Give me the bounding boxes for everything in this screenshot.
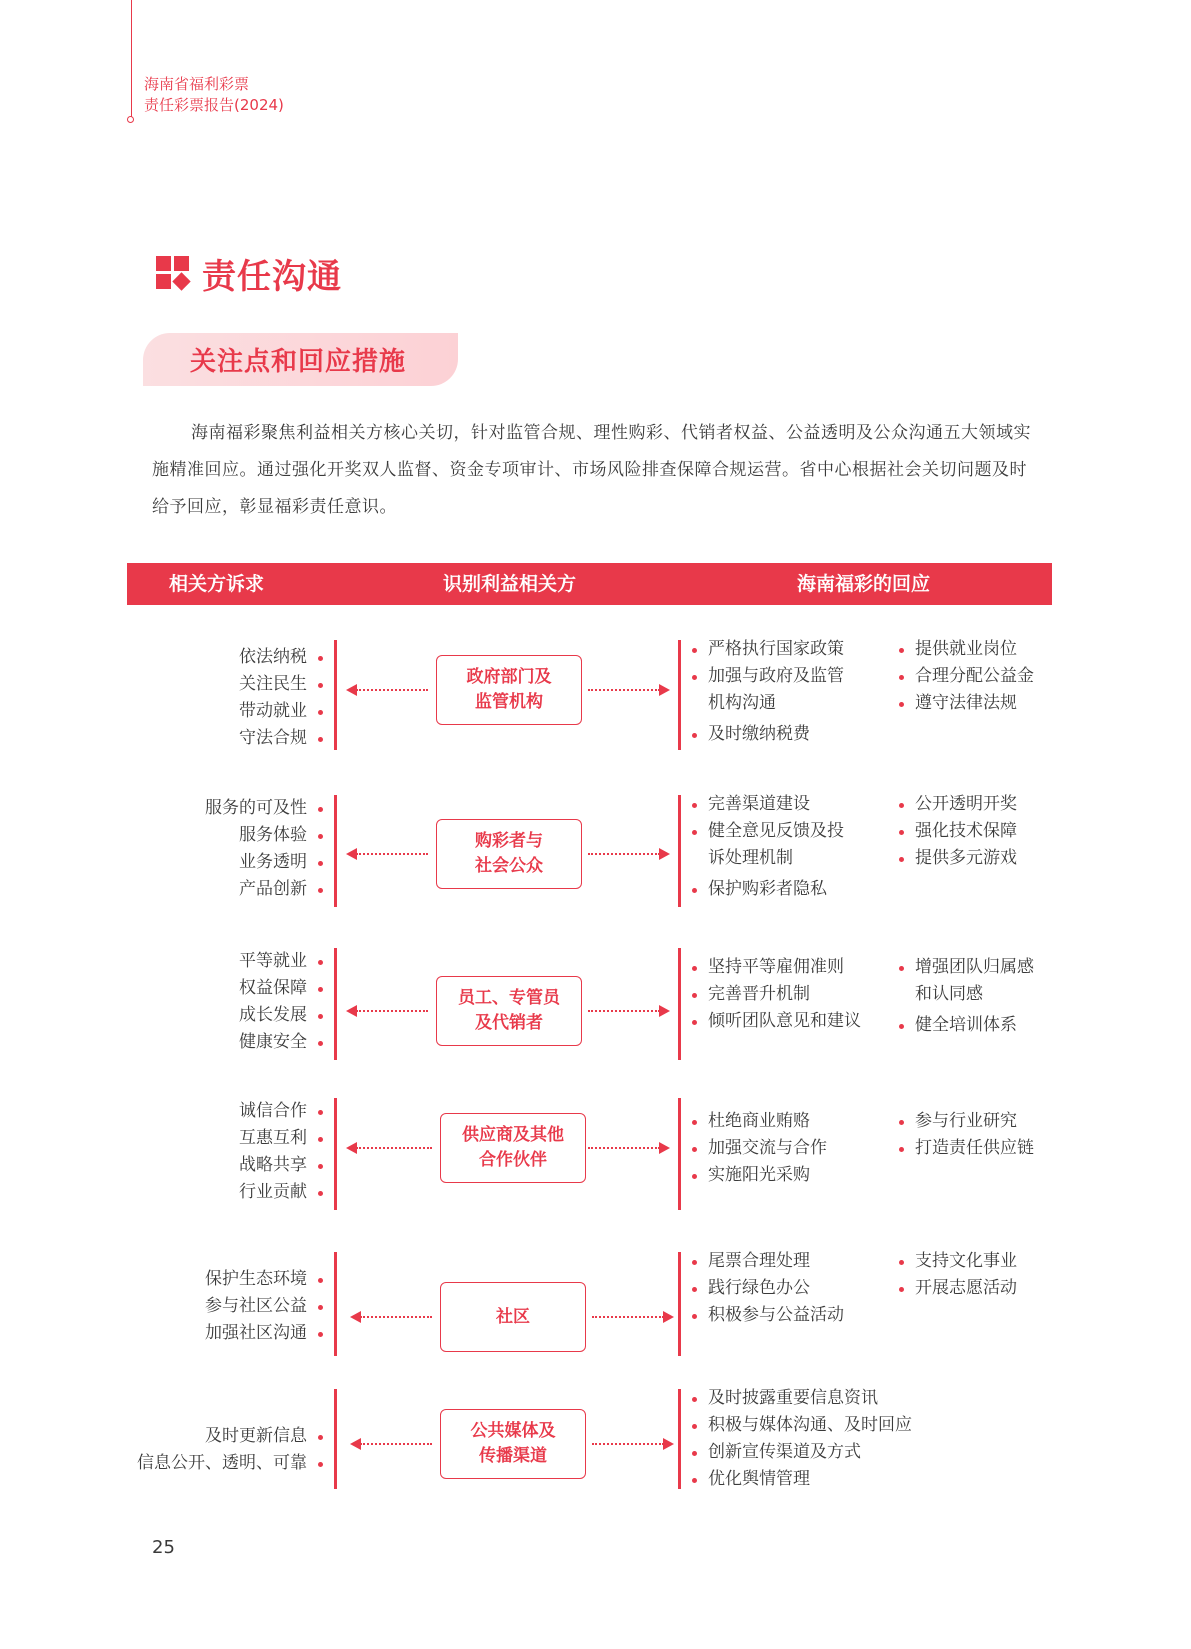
stakeholder-name: 社会公众 (475, 856, 543, 876)
bullet-dot-icon (692, 888, 697, 893)
bullet-dot-icon (692, 1147, 697, 1152)
need-text: 权益保障 (239, 978, 307, 998)
responses-list (899, 636, 1034, 717)
responses-bracket (678, 1252, 681, 1356)
response-text: 及时缴纳税费 (708, 724, 810, 744)
running-header (144, 74, 284, 116)
needs-bracket (334, 1252, 337, 1356)
bullet-dot-icon (899, 857, 904, 862)
stakeholder-box (440, 1113, 586, 1183)
arrow-left-icon (350, 1311, 432, 1323)
response-item (692, 1248, 844, 1275)
need-item (205, 876, 323, 903)
response-item (692, 636, 844, 663)
response-item (692, 1412, 912, 1439)
stakeholder-name: 合作伙伴 (479, 1150, 547, 1170)
bullet-dot-icon (318, 960, 323, 965)
responses-bracket (678, 1098, 681, 1210)
need-text: 信息公开、透明、可靠 (137, 1453, 307, 1473)
response-item (692, 981, 861, 1008)
needs-bracket (334, 640, 337, 750)
response-text: 增强团队归属感 (915, 957, 1034, 977)
bullet-dot-icon (899, 648, 904, 653)
response-text: 积极与媒体沟通、及时回应 (708, 1415, 912, 1435)
bullet-dot-icon (692, 1020, 697, 1025)
needs-list (205, 1266, 323, 1347)
grid-blocks-icon (156, 256, 190, 290)
need-text: 平等就业 (239, 951, 307, 971)
needs-list (239, 1098, 323, 1206)
need-item (239, 975, 323, 1002)
response-text: 提供多元游戏 (915, 848, 1017, 868)
response-text: 完善渠道建设 (708, 794, 810, 814)
arrow-left-icon (346, 1142, 432, 1154)
bullet-dot-icon (692, 1451, 697, 1456)
need-text: 服务体验 (239, 825, 307, 845)
bullet-dot-icon (899, 1287, 904, 1292)
bullet-dot-icon (899, 1147, 904, 1152)
arrow-right-icon (588, 1142, 670, 1154)
response-text: 尾票合理处理 (708, 1251, 810, 1271)
need-item (239, 644, 323, 671)
response-item (692, 1275, 844, 1302)
response-item (899, 1012, 1034, 1039)
bullet-dot-icon (318, 683, 323, 688)
bullet-dot-icon (318, 710, 323, 715)
need-text: 守法合规 (239, 728, 307, 748)
responses-bracket (678, 640, 681, 750)
need-text: 保护生态环境 (205, 1269, 307, 1289)
bullet-dot-icon (899, 803, 904, 808)
bullet-dot-icon (692, 1287, 697, 1292)
need-item (205, 1320, 323, 1347)
response-item (899, 1135, 1034, 1162)
responses-bracket (678, 1389, 681, 1489)
bullet-dot-icon (318, 1014, 323, 1019)
bullet-dot-icon (318, 987, 323, 992)
bullet-dot-icon (318, 1332, 323, 1337)
need-text: 参与社区公益 (205, 1296, 307, 1316)
responses-list (692, 1108, 827, 1189)
stakeholder-name: 监管机构 (475, 692, 543, 712)
bullet-dot-icon (318, 1110, 323, 1115)
need-item (205, 822, 323, 849)
response-text: 坚持平等雇佣准则 (708, 957, 844, 977)
needs-list (239, 644, 323, 752)
responses-list (899, 954, 1034, 1039)
stakeholder-name: 及代销者 (475, 1013, 543, 1033)
response-item (899, 663, 1034, 690)
needs-bracket (334, 1098, 337, 1210)
responses-list (899, 1248, 1017, 1302)
bullet-dot-icon (318, 861, 323, 866)
responses-bracket (678, 948, 681, 1060)
bullet-dot-icon (692, 1424, 697, 1429)
response-item (899, 1275, 1017, 1302)
response-item (899, 791, 1017, 818)
response-text: 公开透明开奖 (915, 794, 1017, 814)
arrow-right-icon (592, 1438, 674, 1450)
bullet-dot-icon (692, 966, 697, 971)
response-text: 创新宣传渠道及方式 (708, 1442, 861, 1462)
response-item (692, 1302, 844, 1329)
stakeholder-box (436, 976, 582, 1046)
need-item (205, 795, 323, 822)
arrow-left-icon (346, 684, 428, 696)
response-text: 加强与政府及监管 (708, 666, 844, 686)
bullet-dot-icon (899, 830, 904, 835)
bullet-dot-icon (899, 1120, 904, 1125)
response-item (692, 1385, 912, 1412)
response-item (899, 818, 1017, 845)
need-item (137, 1423, 323, 1450)
header-responses: 海南福彩的回应 (797, 573, 931, 595)
response-text: 完善晋升机制 (708, 984, 810, 1004)
bullet-dot-icon (318, 1435, 323, 1440)
section-heading (156, 249, 342, 297)
response-item (899, 845, 1017, 872)
response-text: 优化舆情管理 (708, 1469, 810, 1489)
response-item (899, 636, 1034, 663)
stakeholder-name: 政府部门及 (466, 667, 552, 687)
arrow-right-icon (592, 1311, 674, 1323)
bullet-dot-icon (318, 1305, 323, 1310)
response-item (692, 1135, 827, 1162)
response-item (899, 1108, 1034, 1135)
stakeholder-name: 社区 (496, 1306, 530, 1327)
response-text: 支持文化事业 (915, 1251, 1017, 1271)
response-item (692, 1466, 912, 1493)
response-item (692, 1439, 912, 1466)
stakeholder-box (436, 819, 582, 889)
stakeholder-box (436, 655, 582, 725)
need-item (239, 1002, 323, 1029)
needs-bracket (334, 1389, 337, 1489)
responses-list (899, 1108, 1034, 1162)
need-text: 行业贡献 (239, 1182, 307, 1202)
running-header-line2: 责任彩票报告(2024) (144, 96, 284, 114)
needs-list (137, 1423, 323, 1477)
need-text: 加强社区沟通 (205, 1323, 307, 1343)
need-text: 依法纳税 (239, 647, 307, 667)
need-item (239, 1098, 323, 1125)
stakeholder-name: 购彩者与 (475, 831, 543, 851)
responses-bracket (678, 795, 681, 907)
bullet-dot-icon (318, 737, 323, 742)
stakeholder-name: 供应商及其他 (462, 1125, 564, 1145)
arrow-right-icon (588, 1005, 670, 1017)
bullet-dot-icon (692, 803, 697, 808)
bullet-dot-icon (318, 656, 323, 661)
need-item (239, 1029, 323, 1056)
need-text: 关注民生 (239, 674, 307, 694)
bullet-dot-icon (318, 807, 323, 812)
response-text: 健全培训体系 (915, 1015, 1017, 1035)
need-text: 及时更新信息 (205, 1426, 307, 1446)
subsection-title: 关注点和回应措施 (190, 347, 407, 377)
bullet-dot-icon (899, 702, 904, 707)
header-stakeholders: 识别利益相关方 (443, 573, 577, 595)
response-text: 实施阳光采购 (708, 1165, 810, 1185)
bullet-dot-icon (899, 1260, 904, 1265)
need-item (205, 1293, 323, 1320)
bullet-dot-icon (692, 830, 697, 835)
bullet-dot-icon (318, 1191, 323, 1196)
response-text: 和认同感 (915, 984, 983, 1004)
bullet-dot-icon (692, 1120, 697, 1125)
responses-list (692, 791, 844, 903)
bullet-dot-icon (318, 1278, 323, 1283)
need-item (239, 698, 323, 725)
need-item (205, 1266, 323, 1293)
need-text: 产品创新 (239, 879, 307, 899)
needs-bracket (334, 795, 337, 907)
need-text: 互惠互利 (239, 1128, 307, 1148)
response-text: 杜绝商业贿赂 (708, 1111, 810, 1131)
bullet-dot-icon (318, 1137, 323, 1142)
response-item (692, 1008, 861, 1035)
response-text: 严格执行国家政策 (708, 639, 844, 659)
response-text: 保护购彩者隐私 (708, 879, 827, 899)
response-text: 及时披露重要信息资讯 (708, 1388, 878, 1408)
need-item (205, 849, 323, 876)
running-header-line1: 海南省福利彩票 (144, 75, 250, 93)
response-item (899, 954, 1034, 1008)
need-item (239, 1125, 323, 1152)
stakeholder-name: 员工、专管员 (458, 988, 560, 1008)
need-item (137, 1450, 323, 1477)
stakeholder-box (440, 1282, 586, 1352)
response-text: 强化技术保障 (915, 821, 1017, 841)
arrow-left-icon (350, 1438, 432, 1450)
response-item (899, 1248, 1017, 1275)
response-item (692, 1108, 827, 1135)
response-item (692, 954, 861, 981)
bullet-dot-icon (692, 1397, 697, 1402)
intro-paragraph: 海南福彩聚焦利益相关方核心关切，针对监管合规、理性购彩、代销者权益、公益透明及公众沟通五大领域实施精准回应。通过强化开奖双人监督、资金专项审计、市场风险排查保障合规运营。省中心根据社会关切问题及时给予回应，彰显福彩责任意识。 (152, 423, 1031, 517)
response-item (899, 690, 1034, 717)
responses-list (692, 636, 844, 748)
need-item (239, 725, 323, 752)
bullet-dot-icon (899, 675, 904, 680)
need-text: 诚信合作 (239, 1101, 307, 1121)
needs-list (239, 948, 323, 1056)
bullet-dot-icon (318, 1041, 323, 1046)
arrow-right-icon (588, 684, 670, 696)
response-item (692, 818, 844, 872)
responses-list (692, 1248, 844, 1329)
responses-list (899, 791, 1017, 872)
response-text: 开展志愿活动 (915, 1278, 1017, 1298)
needs-bracket (334, 948, 337, 1060)
bullet-dot-icon (692, 733, 697, 738)
stakeholder-name: 公共媒体及 (470, 1421, 556, 1441)
table-header (127, 563, 1052, 605)
response-text: 提供就业岗位 (915, 639, 1017, 659)
response-item (692, 663, 844, 717)
bullet-dot-icon (692, 1174, 697, 1179)
section-title: 责任沟通 (202, 256, 342, 297)
response-text: 遵守法律法规 (915, 693, 1017, 713)
bullet-dot-icon (692, 675, 697, 680)
response-text: 积极参与公益活动 (708, 1305, 844, 1325)
response-text: 践行绿色办公 (708, 1278, 810, 1298)
response-text: 诉处理机制 (708, 848, 793, 868)
response-item (692, 876, 844, 903)
response-text: 加强交流与合作 (708, 1138, 827, 1158)
bullet-dot-icon (318, 888, 323, 893)
need-item (239, 1152, 323, 1179)
page-number: 25 (152, 1537, 175, 1558)
bullet-dot-icon (899, 966, 904, 971)
stakeholder-box (440, 1409, 586, 1479)
arrow-left-icon (346, 848, 428, 860)
need-text: 战略共享 (239, 1155, 307, 1175)
need-text: 服务的可及性 (205, 798, 307, 818)
bullet-dot-icon (692, 993, 697, 998)
need-text: 健康安全 (239, 1032, 307, 1052)
bullet-dot-icon (692, 648, 697, 653)
response-text: 健全意见反馈及投 (708, 821, 844, 841)
bullet-dot-icon (899, 1024, 904, 1029)
bullet-dot-icon (318, 834, 323, 839)
response-item (692, 791, 844, 818)
need-item (239, 948, 323, 975)
responses-list (692, 954, 861, 1035)
need-item (239, 1179, 323, 1206)
bullet-dot-icon (692, 1478, 697, 1483)
bullet-dot-icon (318, 1462, 323, 1467)
bullet-dot-icon (692, 1314, 697, 1319)
need-text: 带动就业 (239, 701, 307, 721)
response-text: 参与行业研究 (915, 1111, 1017, 1131)
needs-list (205, 795, 323, 903)
response-text: 倾听团队意见和建议 (708, 1011, 861, 1031)
arrow-right-icon (588, 848, 670, 860)
need-item (239, 671, 323, 698)
response-text: 机构沟通 (708, 693, 776, 713)
header-rule (131, 0, 132, 118)
response-text: 合理分配公益金 (915, 666, 1034, 686)
header-rule-dot (127, 116, 134, 123)
stakeholder-name: 传播渠道 (479, 1446, 547, 1466)
responses-list (692, 1385, 912, 1493)
need-text: 业务透明 (239, 852, 307, 872)
response-text: 打造责任供应链 (915, 1138, 1034, 1158)
header-needs: 相关方诉求 (169, 573, 265, 595)
arrow-left-icon (346, 1005, 428, 1017)
response-item (692, 721, 844, 748)
need-text: 成长发展 (239, 1005, 307, 1025)
response-item (692, 1162, 827, 1189)
bullet-dot-icon (318, 1164, 323, 1169)
bullet-dot-icon (692, 1260, 697, 1265)
